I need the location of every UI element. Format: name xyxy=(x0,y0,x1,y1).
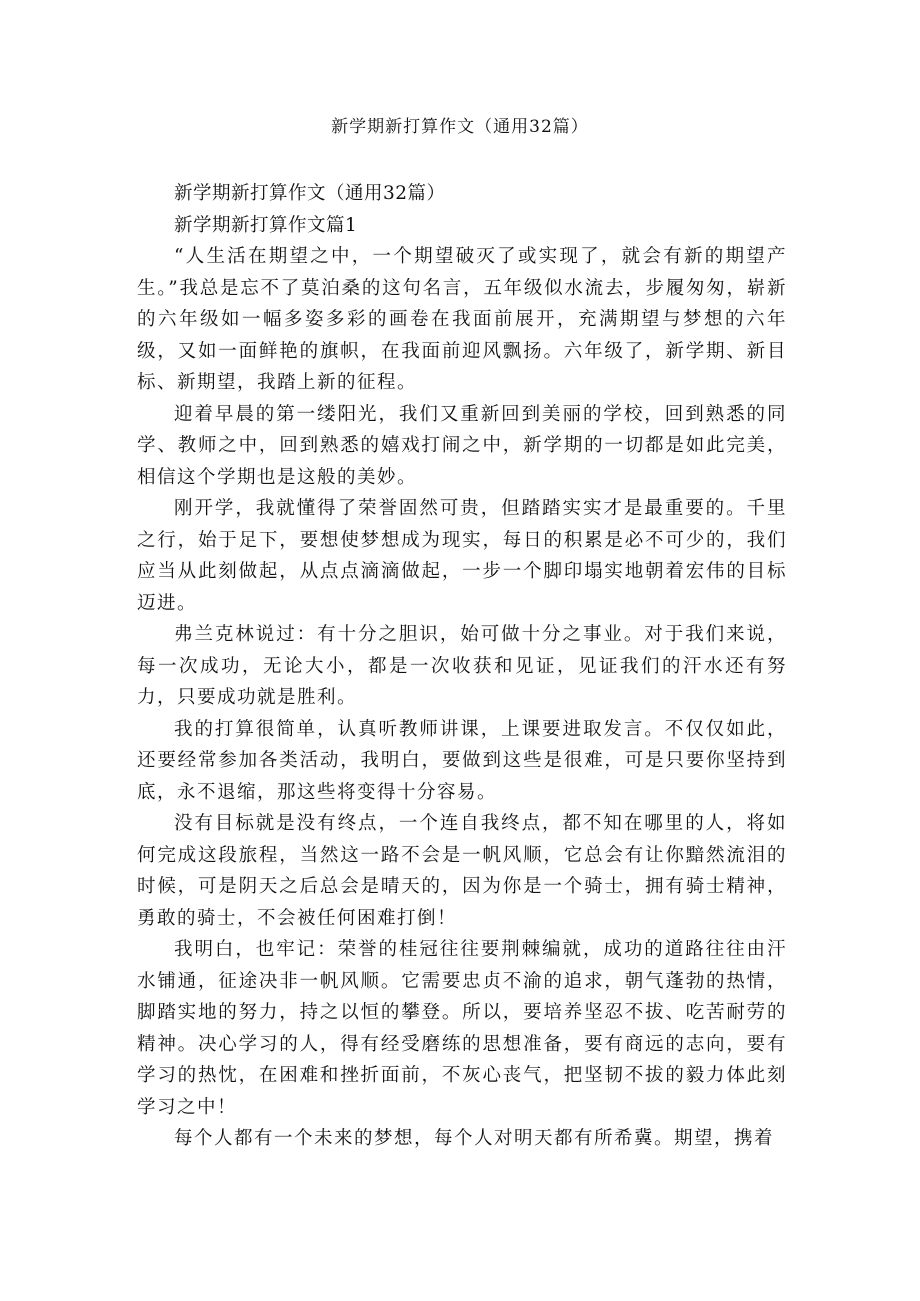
document-body xyxy=(137,178,787,1155)
paragraph: 刚开学，我就懂得了荣誉固然可贵，但踏踏实实才是最重要的。千里之行，始于足下，要想使梦想成为现实，每日的积累是必不可少的，我们应当从此刻做起，从点点滴滴做起，一步一个脚印塌实地朝着宏伟的目标迈进。 xyxy=(137,498,787,614)
document-title: 新学期新打算作文（通用32篇） xyxy=(331,117,589,137)
document-subtitle: 新学期新打算作文（通用32篇） xyxy=(174,183,446,204)
paragraph: “人生活在期望之中，一个期望破灭了或实现了，就会有新的期望产生。”我总是忘不了莫泊桑的这句名言，五年级似水流去，步履匆匆，崭新的六年级如一幅多姿多彩的画卷在我面前展开，充满期望与梦想的六年级，又如一面鲜艳的旗帜，在我面前迎风飘扬。六年级了，新学期、新目标、新期望，我踏上新的征程。 xyxy=(137,246,787,393)
paragraph: 弗兰克林说过：有十分之胆识，始可做十分之事业。对于我们来说，每一次成功，无论大小，都是一次收获和见证，见证我们的汗水还有努力，只要成功就是胜利。 xyxy=(137,624,787,708)
paragraph: 迎着早晨的第一缕阳光，我们又重新回到美丽的学校，回到熟悉的同学、教师之中，回到熟悉的嬉戏打闹之中，新学期的一切都是如此完美，相信这个学期也是这般的美妙。 xyxy=(137,403,787,488)
paragraph: 没有目标就是没有终点，一个连自我终点，都不知在哪里的人，将如何完成这段旅程，当然这一路不会是一帆风顺，它总会有让你黯然流泪的时候，可是阴天之后总会是晴天的，因为你是一个骑士，拥有骑士精神，勇敢的骑士，不会被任何困难打倒！ xyxy=(137,813,787,929)
section-title: 新学期新打算作文篇1 xyxy=(174,214,358,236)
paragraph: 我的打算很简单，认真听教师讲课，上课要进取发言。不仅仅如此，还要经常参加各类活动，我明白，要做到这些是很难，可是只要你坚持到底，永不退缩，那这些将变得十分容易。 xyxy=(137,718,787,803)
paragraph: 我明白，也牢记：荣誉的桂冠往往要荆棘编就，成功的道路往往由汗水铺通，征途决非一帆风顺。它需要忠贞不渝的追求，朝气蓬勃的热情，脚踏实地的努力，持之以恒的攀登。所以，要培养坚忍不拔、吃苦耐劳的精神。决心学习的人，得有经受磨练的思想准备，要有商远的志向，要有学习的热忱，在困难和挫折面前，不灰心丧气，把坚韧不拔的毅力体此刻学习之中！ xyxy=(137,939,787,1118)
paragraph: 每个人都有一个未来的梦想，每个人对明天都有所希冀。期望，携着 xyxy=(174,1128,775,1149)
